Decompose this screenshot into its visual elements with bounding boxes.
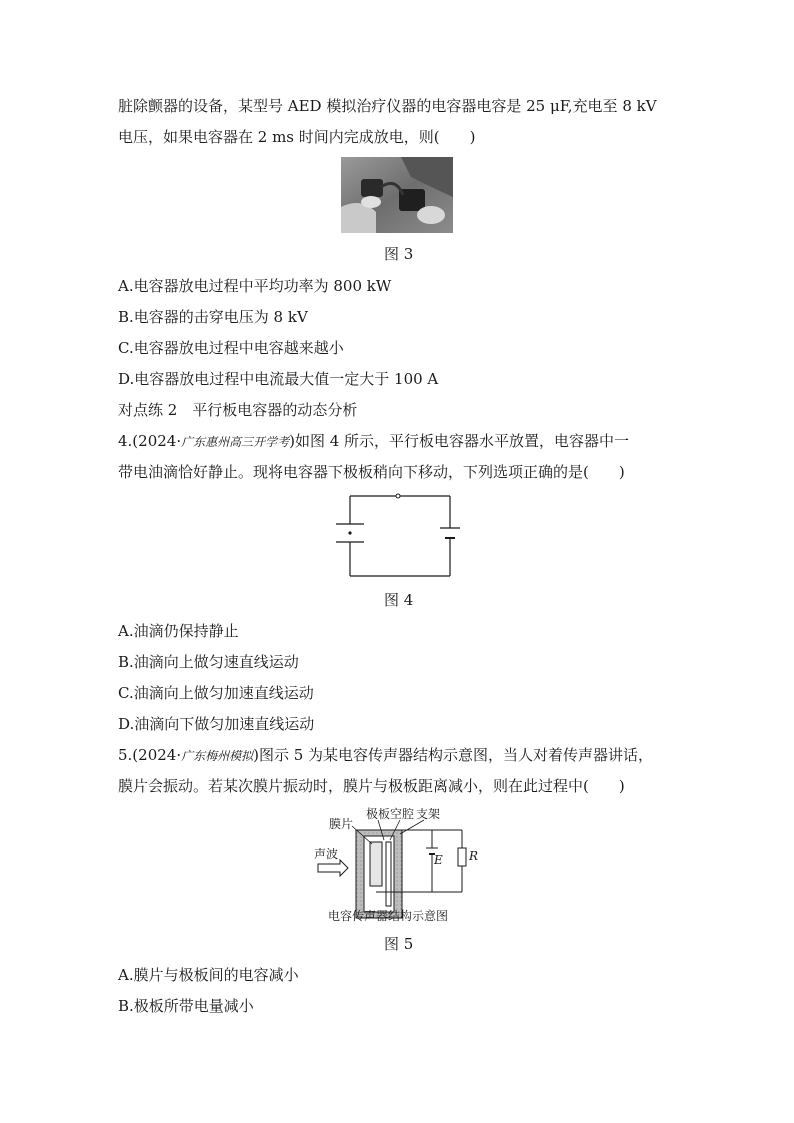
q5-source: 广东梅州模拟 <box>181 749 254 763</box>
q5-text-line2: 膜片会振动。若某次膜片振动时，膜片与极板距离减小，则在此过程中( ) <box>118 777 625 795</box>
q5-prefix: 5.(2024· <box>118 746 182 764</box>
label-plate: 极板 <box>366 807 391 821</box>
q4-option-d: D.油滴向下做匀加速直线运动 <box>118 715 315 733</box>
q5-option-b: B.极板所带电量减小 <box>118 997 254 1015</box>
q4-line1-rest: )如图 4 所示，平行板电容器水平放置，电容器中一 <box>289 432 630 450</box>
q4-text-line2: 带电油滴恰好静止。现将电容器下极板稍向下移动，下列选项正确的是( ) <box>118 463 625 481</box>
label-R: R <box>469 849 479 863</box>
q5-option-a: A.膜片与极板间的电容减小 <box>118 966 299 984</box>
label-bracket: 支架 <box>416 807 441 821</box>
q4-source: 广东惠州高三开学考 <box>181 435 290 449</box>
figure-3-caption: 图 3 <box>384 245 414 263</box>
figure-4-caption: 图 4 <box>384 591 414 609</box>
label-E: E <box>434 853 443 867</box>
label-membrane: 膜片 <box>329 817 354 831</box>
q5-line1-rest: )图示 5 为某电容传声器结构示意图，当人对着传声器讲话， <box>253 746 654 764</box>
figure-5-subtitle: 电容传声器结构示意图 <box>328 909 449 923</box>
q4-option-c: C.油滴向上做匀加速直线运动 <box>118 684 314 702</box>
q4-option-b: B.油滴向上做匀速直线运动 <box>118 653 299 671</box>
label-cavity: 空腔 <box>390 807 415 821</box>
label-sound: 声波 <box>314 847 339 861</box>
q4-option-a: A.油滴仍保持静止 <box>118 622 239 640</box>
figure-5-caption: 图 5 <box>384 935 414 953</box>
figure-3-photo <box>341 157 453 233</box>
q3-option-a: A.电容器放电过程中平均功率为 800 kW <box>118 277 392 295</box>
q5-text-line1 <box>118 745 653 766</box>
oil-drop <box>348 531 351 534</box>
q4-text-line1 <box>118 431 629 452</box>
q3-text-line2: 电压，如果电容器在 2 ms 时间内完成放电，则( ) <box>118 128 476 146</box>
figure-5-diagram <box>312 804 492 926</box>
q3-text-line1: 脏除颤器的设备，某型号 AED 模拟治疗仪器的电容器电容是 25 μF,充电至 8 kV <box>118 97 657 115</box>
figure-4-circuit <box>330 490 470 582</box>
q3-option-d: D.电容器放电过程中电流最大值一定大于 100 A <box>118 370 439 388</box>
section-title: 对点练 2 平行板电容器的动态分析 <box>118 401 358 419</box>
q3-option-b: B.电容器的击穿电压为 8 kV <box>118 308 308 326</box>
q3-option-c: C.电容器放电过程中电容越来越小 <box>118 339 344 357</box>
q4-prefix: 4.(2024· <box>118 432 182 450</box>
